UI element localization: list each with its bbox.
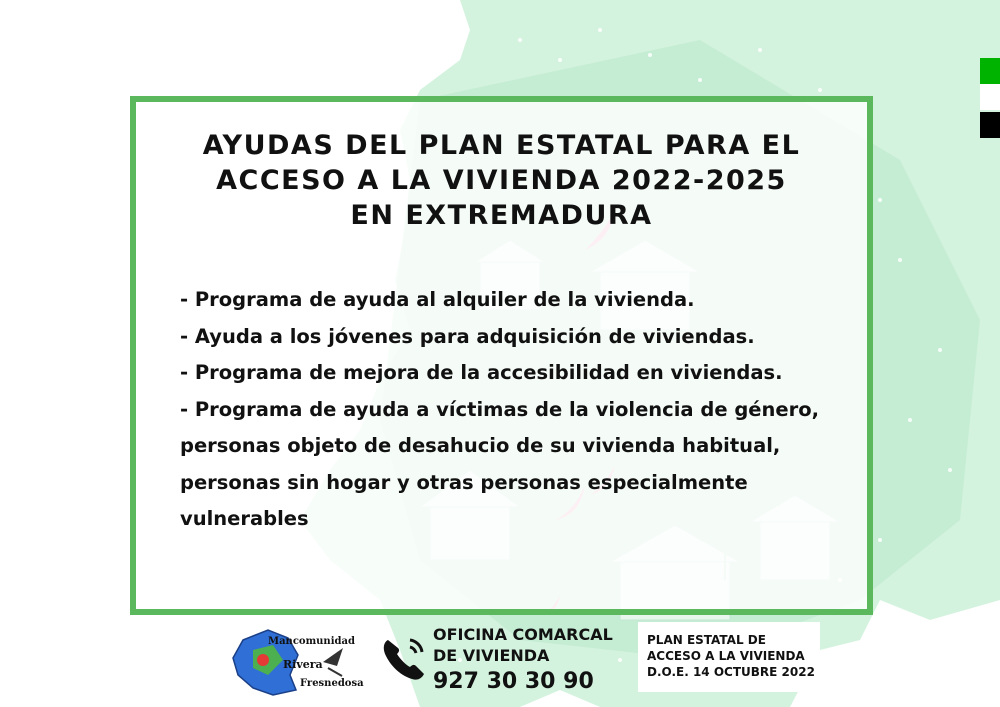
phone-icon bbox=[380, 634, 430, 682]
plan-reference-line: PLAN ESTATAL DE bbox=[647, 633, 766, 647]
title-line: EN EXTREMADURA bbox=[350, 200, 653, 231]
flag-stripe-white bbox=[980, 84, 1000, 110]
list-item-continuation: personas sin hogar y otras personas especialmente bbox=[180, 470, 748, 494]
logo-text-line: Fresnedosa bbox=[300, 678, 364, 689]
office-phone-number: 927 30 30 90 bbox=[433, 669, 594, 694]
list-item: - Ayuda a los jóvenes para adquisición de viviendas. bbox=[180, 324, 755, 348]
logo-text-line: Rivera bbox=[283, 658, 323, 671]
mancomunidad-logo bbox=[228, 620, 364, 700]
logo-text-line: Mancomunidad bbox=[268, 636, 355, 647]
office-name-line: DE VIVIENDA bbox=[433, 646, 550, 665]
page-title bbox=[136, 128, 867, 233]
flag-stripe-green bbox=[980, 58, 1000, 84]
plan-reference-line: ACCESO A LA VIVIENDA bbox=[647, 649, 805, 663]
list-item: - Programa de ayuda a víctimas de la violencia de género, bbox=[180, 397, 820, 421]
plan-reference-line: D.O.E. 14 OCTUBRE 2022 bbox=[647, 665, 815, 679]
office-name-line: OFICINA COMARCAL bbox=[433, 625, 613, 644]
footer bbox=[0, 614, 1000, 707]
office-contact bbox=[433, 624, 613, 696]
title-line: ACCESO A LA VIVIENDA 2022-2025 bbox=[216, 165, 787, 196]
program-list bbox=[180, 282, 850, 538]
title-line: AYUDAS DEL PLAN ESTATAL PARA EL bbox=[202, 130, 801, 161]
flag-stripe-black bbox=[980, 112, 1000, 138]
info-panel bbox=[130, 96, 873, 615]
list-item: - Programa de ayuda al alquiler de la vivienda. bbox=[180, 288, 695, 311]
list-item-continuation: vulnerables bbox=[180, 507, 309, 530]
list-item: - Programa de mejora de la accesibilidad en viviendas. bbox=[180, 361, 783, 384]
plan-reference-box bbox=[638, 622, 820, 692]
list-item-continuation: personas objeto de desahucio de su vivienda habitual, bbox=[180, 434, 781, 457]
